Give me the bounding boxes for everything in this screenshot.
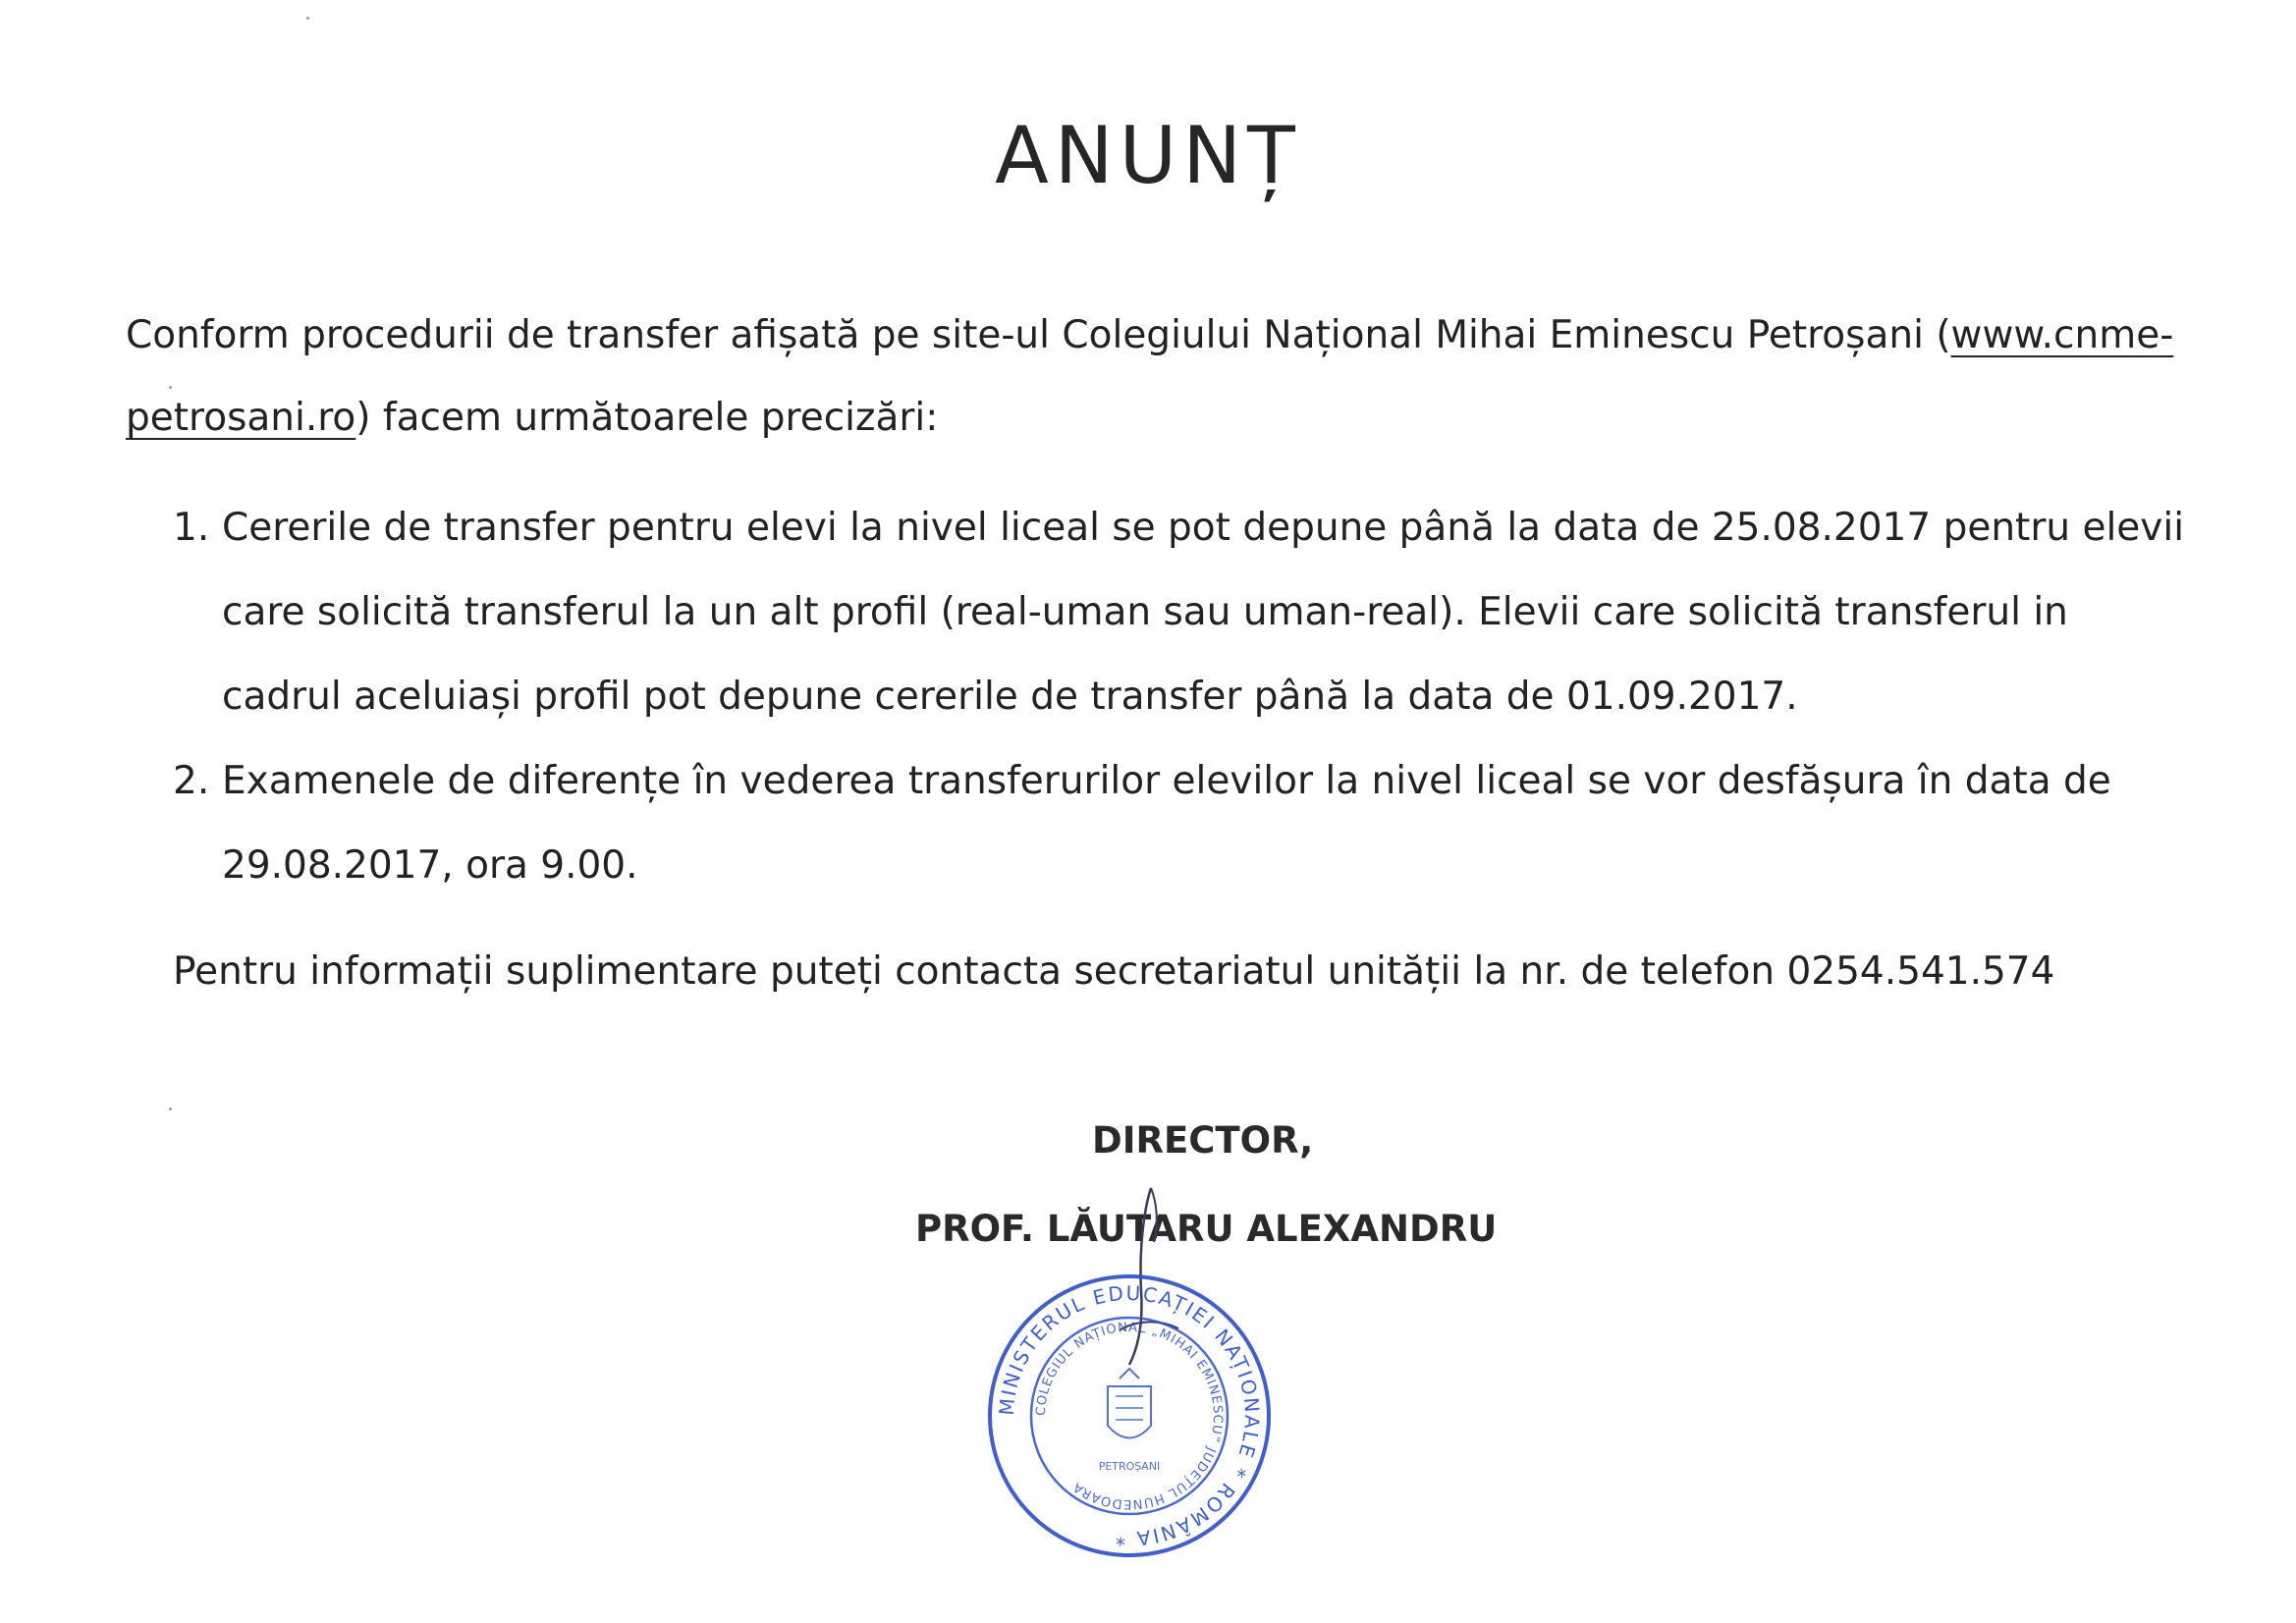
stamp-outer-text: MINISTERUL EDUCAȚIEI NAȚIONALE * ROMÂNIA * xyxy=(994,1280,1265,1551)
page-title: ANUNȚ xyxy=(995,110,1301,201)
signature-name: PROF. LĂUTARU ALEXANDRU xyxy=(915,1208,1498,1250)
list-item-number: 2. xyxy=(173,759,210,803)
signature-role: DIRECTOR, xyxy=(1092,1119,1314,1162)
stamp-center-text: PETROȘANI xyxy=(1098,1460,1161,1473)
list-item xyxy=(173,486,2186,739)
intro-paragraph xyxy=(126,295,2188,460)
scan-speck xyxy=(169,1108,172,1110)
numbered-list xyxy=(173,486,2186,908)
stamp-coat-of-arms xyxy=(1108,1369,1151,1438)
scan-speck xyxy=(306,17,309,20)
list-item-text: Examenele de diferențe în vederea transferurilor elevilor la nivel liceal se vor desfășura în data de 29.08.2017, ora 9.00. xyxy=(222,759,2111,888)
list-item-text: Cererile de transfer pentru elevi la nivel liceal se pot depune până la data de 25.08.2017 pentru elevii care solicită transferul la un alt profil (real-uman sau uman-real). Elevii care solicită transferul in cadrul aceluiași profil pot depune cererile de transfer până la data de 01.09.2017. xyxy=(222,506,2185,719)
website-link[interactable]: www.cnme- petrosani.ro xyxy=(126,313,2174,440)
list-item xyxy=(173,739,2186,908)
intro-text: Conform procedurii de transfer afișată pe site-ul Colegiului Național Mihai Eminescu Petroșani ( xyxy=(126,313,1951,357)
svg-text:COLEGIUL NAȚIONAL „MIHAI EMINE xyxy=(1034,1321,1225,1511)
contact-info: Pentru informații suplimentare puteți contacta secretariatul unității la nr. de telefon 0254.541.574 xyxy=(173,949,2055,994)
official-stamp xyxy=(982,1269,1277,1563)
intro-text-end: ) facem următoarele precizări: xyxy=(355,396,939,440)
scan-speck xyxy=(169,386,172,389)
list-item-number: 1. xyxy=(173,506,210,550)
stamp-inner-text: COLEGIUL NAȚIONAL „MIHAI EMINESCU” JUDEȚUL HUNEDOARA xyxy=(1033,1320,1226,1512)
